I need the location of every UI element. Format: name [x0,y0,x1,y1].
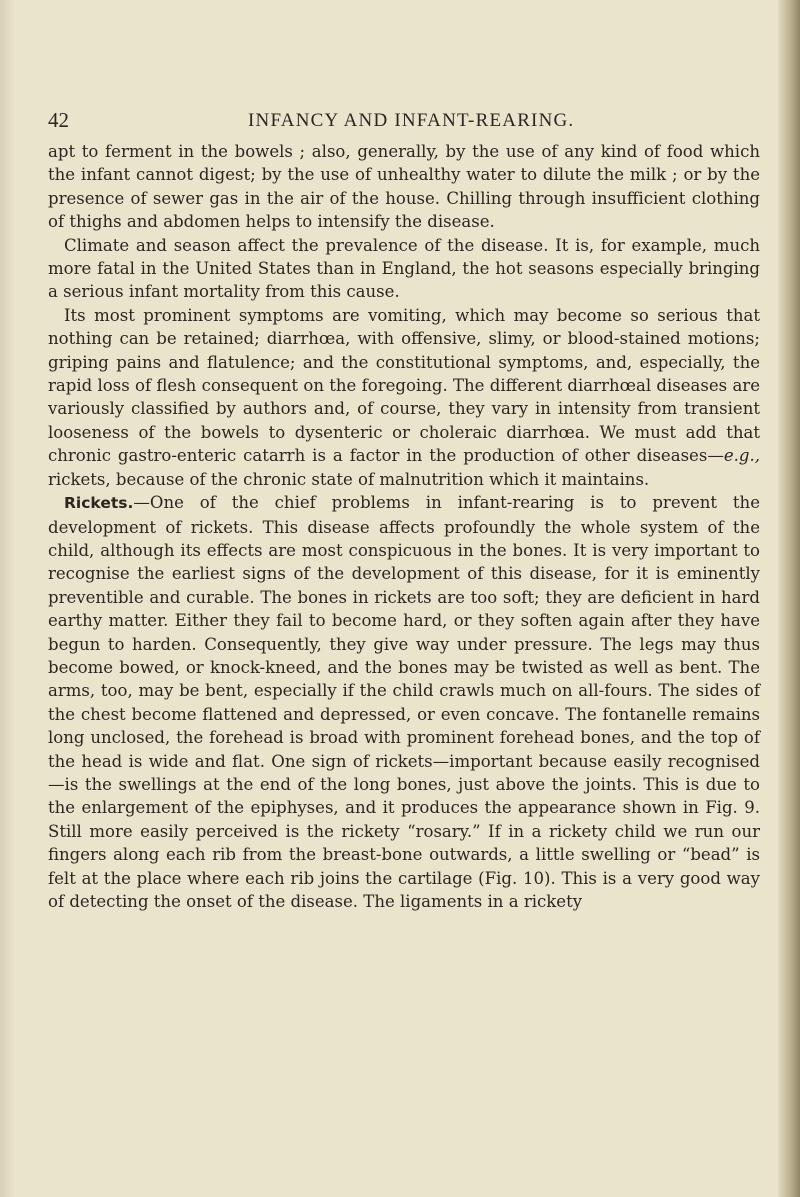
page-number: 42 [48,108,69,132]
page-right-edge [778,0,800,1197]
symptoms-text: Its most prominent symptoms are vomiting, which may become so serious that nothing can be retained; diarrhœa, with offensive, slimy, or blood-stained motions; griping pains and flatulence; and the constitutional symptoms, and, especially, the rapid loss of flesh consequent on the foregoing. The different diarrhœal diseases are variously classified by authors and, of course, they vary in intensity from transient looseness of the bowels to dysenteric or choleraic diarrhœa. We must add that chronic gastro-enteric catarrh is a factor in the production of other diseases— [48,305,760,466]
body-text [48,140,760,913]
running-header [48,108,760,134]
rickets-text: —One of the chief problems in infant-rearing is to prevent the development of rickets. This disease affects profoundly the whole system of the child, although its effects are most conspicuous in the bones. It is very important to recognise the earliest signs of the development of this disease, for it is eminently preventible and curable. The bones in rickets are too soft; they are deficient in hard earthy matter. Either they fail to become hard, or they soften again after they have begun to harden. Consequently, they give way under pressure. The legs may thus become bowed, or knock-kneed, and the bones may be twisted as well as bent. The arms, too, may be bent, especially if the child crawls much on all-fours. The sides of the chest become flattened and depressed, or even concave. The fontanelle remains long unclosed, the forehead is broad with prominent forehead bones, and the top of the head is wide and flat. One sign of rickets—important because easily recognised —is the swellings at the end of the long bones, just above the joints. This is due to the enlargement of the epiphyses, and it produces the appearance shown in Fig. 9. Still more easily perceived is the rickety “rosary.” If in a rickety child we run our fingers along each rib from the breast-bone outwards, a little swelling or “bead” is felt at the place where each rib joins the cartilage (Fig. 10). This is a very good way of detecting the onset of the disease. The ligaments in a rickety [48,493,760,911]
symptoms-text-end: rickets, because of the chronic state of malnutrition which it maintains. [48,469,650,489]
running-title: INFANCY AND INFANT-REARING. [248,110,575,131]
page-left-edge [0,0,16,1197]
section-heading-rickets: Rickets. [64,494,134,513]
paragraph-rickets [48,491,760,913]
paragraph-climate: Climate and season affect the prevalence of the disease. It is, for example, much more fatal in the United States than in England, the hot seasons especially bringing a serious infant mortality from this cause. [48,235,760,302]
eg-abbreviation: e.g., [723,446,760,466]
paragraph-continuation: apt to ferment in the bowels ; also, generally, by the use of any kind of food which the infant cannot digest; by the use of unhealthy water to dilute the milk ; or by the presence of sewer gas in the air of the house. Chilling through insufficient clothing of thighs and abdomen helps to intensify the disease. [48,142,760,232]
book-page [48,108,760,913]
paragraph-symptoms [48,304,760,491]
